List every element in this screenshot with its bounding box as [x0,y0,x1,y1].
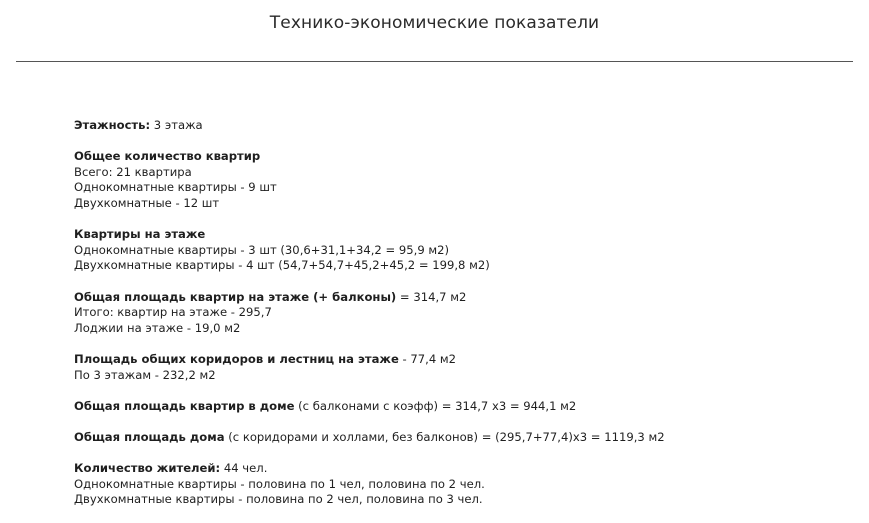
house-apartments-area-value: (с балконами с коэфф) = 314,7 х3 = 944,1 м2 [294,398,577,413]
floor-area-value: = 314,7 м2 [396,289,467,304]
corridors-detail: По 3 этажам - 232,2 м2 [74,367,216,382]
corridors-value: - 77,4 м2 [398,351,457,366]
house-area-line [74,430,834,446]
floor-area-section [74,290,834,337]
corridors-section [74,352,834,383]
house-apartments-area-line [74,399,834,415]
corridors-heading: Площадь общих коридоров и лестниц на этаже [74,351,399,366]
floors-label: Этажность: [74,118,151,132]
apartments-per-floor-section [74,227,834,274]
house-area-value: (с коридорами и холлами, без балконов) = (295,7+77,4)х3 = 1119,3 м2 [224,429,665,444]
apartments-per-floor-line: Однокомнатные квартиры - 3 шт (30,6+31,1+34,2 = 95,9 м2) [74,242,450,257]
floors-value: 3 этажа [150,118,203,132]
residents-label: Количество жителей: [74,461,221,476]
floor-area-detail: Лоджии на этаже - 19,0 м2 [74,320,241,335]
house-area-heading: Общая площадь дома [74,429,225,444]
residents-section [74,461,834,508]
floors-section [74,118,834,134]
apartments-total-line: Двухкомнатные - 12 шт [74,195,220,210]
floor-area-detail: Итого: квартир на этаже - 295,7 [74,305,272,320]
apartments-total-line: Однокомнатные квартиры - 9 шт [74,180,277,195]
floors-line [74,118,834,134]
apartments-total-section [74,149,834,211]
corridors-line [74,352,834,368]
indicators-list [74,118,834,523]
house-area-section [74,430,834,446]
residents-detail: Двухкомнатные квартиры - половина по 2 чел, половина по 3 чел. [74,492,483,507]
title-divider [16,61,853,62]
apartments-per-floor-line: Двухкомнатные квартиры - 4 шт (54,7+54,7+45,2+45,2 = 199,8 м2) [74,258,490,273]
page-title: Технико-экономические показатели [269,13,600,33]
house-apartments-area-heading: Общая площадь квартир в доме [74,398,295,413]
floor-area-line [74,290,834,306]
residents-value: 44 чел. [220,461,268,476]
house-apartments-area-section [74,399,834,415]
residents-line [74,461,834,477]
apartments-total-line: Всего: 21 квартира [74,164,192,179]
apartments-per-floor-heading: Квартиры на этаже [74,227,206,242]
residents-detail: Однокомнатные квартиры - половина по 1 чел, половина по 2 чел. [74,476,485,491]
floor-area-heading: Общая площадь квартир на этаже (+ балконы) [74,289,397,304]
apartments-total-heading: Общее количество квартир [74,149,261,164]
